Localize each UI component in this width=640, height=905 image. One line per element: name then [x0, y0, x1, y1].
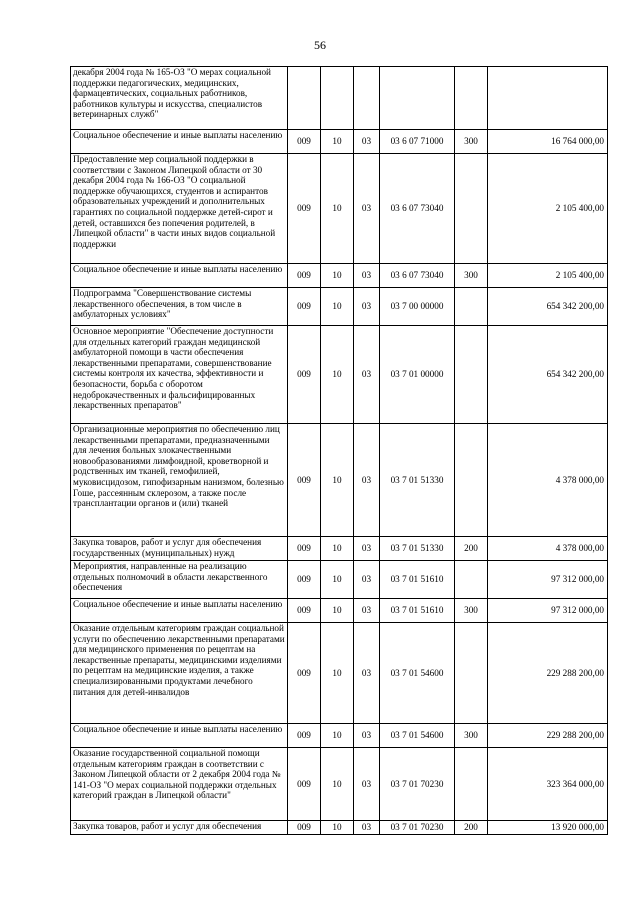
row-target-article: 03 7 01 70230 — [380, 821, 455, 835]
row-ministry-code: 009 — [288, 724, 321, 748]
row-target-article: 03 7 00 00000 — [380, 288, 455, 326]
table-row — [71, 623, 608, 724]
row-ministry-code: 009 — [288, 424, 321, 537]
row-ministry-code: 009 — [288, 623, 321, 724]
row-target-article: 03 7 01 51330 — [380, 424, 455, 537]
row-amount: 229 288 200,00 — [488, 724, 608, 748]
page-number: 56 — [314, 38, 326, 52]
row-target-article: 03 7 01 51330 — [380, 537, 455, 561]
row-section-code — [321, 67, 354, 130]
row-name: Подпрограмма "Совершенствование системы лекарственного обеспечения, в том числе в амбулаторных условиях" — [71, 288, 288, 326]
row-expense-type: 300 — [455, 599, 488, 623]
table-row — [71, 599, 608, 623]
row-name: Оказание отдельным категориям граждан социальной услуги по обеспечению лекарственными препаратами для медицинского применения по рецептам на лекарственные препараты, медицинскими изделиями по рецептам на медицинские изделия, а также специализированными продуктами лечебного питания для детей-инвалидов — [71, 623, 288, 724]
table-row — [71, 67, 608, 130]
row-ministry-code: 009 — [288, 537, 321, 561]
row-expense-type — [455, 748, 488, 821]
row-target-article: 03 6 07 73040 — [380, 264, 455, 288]
row-amount: 323 364 000,00 — [488, 748, 608, 821]
row-amount: 654 342 200,00 — [488, 288, 608, 326]
row-name: Основное мероприятие "Обеспечение доступности для отдельных категорий граждан медицинской амбулаторной помощи в части обеспечения лекарственными препаратами, совершенствование системы контроля их качества, эффективности и безопасности, борьба с оборотом недоброкачественных и фальсифицированных лекарственных препаратов" — [71, 326, 288, 424]
row-name: Оказание государственной социальной помощи отдельным категориям граждан в соответствии с Законом Липецкой области от 2 декабря 2004 года № 141-ОЗ "О мерах социальной поддержки отдельных категорий граждан в Липецкой области" — [71, 748, 288, 821]
row-expense-type — [455, 288, 488, 326]
row-expense-type: 200 — [455, 537, 488, 561]
row-subsection-code: 03 — [354, 748, 380, 821]
row-target-article: 03 7 01 54600 — [380, 623, 455, 724]
row-expense-type — [455, 424, 488, 537]
row-ministry-code: 009 — [288, 130, 321, 154]
row-amount — [488, 67, 608, 130]
budget-table — [70, 66, 608, 835]
row-name: Социальное обеспечение и иные выплаты населению — [71, 724, 288, 748]
row-amount: 229 288 200,00 — [488, 623, 608, 724]
row-section-code: 10 — [321, 599, 354, 623]
table-row — [71, 821, 608, 835]
row-name: Социальное обеспечение и иные выплаты населению — [71, 264, 288, 288]
row-amount: 16 764 000,00 — [488, 130, 608, 154]
table-row — [71, 748, 608, 821]
row-ministry-code — [288, 67, 321, 130]
row-expense-type: 300 — [455, 130, 488, 154]
row-expense-type — [455, 67, 488, 130]
row-name: Закупка товаров, работ и услуг для обеспечения государственных (муниципальных) нужд — [71, 537, 288, 561]
row-expense-type — [455, 561, 488, 599]
table-row — [71, 288, 608, 326]
row-amount: 654 342 200,00 — [488, 326, 608, 424]
row-name: Социальное обеспечение и иные выплаты населению — [71, 130, 288, 154]
table-row — [71, 130, 608, 154]
row-subsection-code: 03 — [354, 154, 380, 264]
row-target-article — [380, 67, 455, 130]
table-row — [71, 724, 608, 748]
row-amount: 13 920 000,00 — [488, 821, 608, 835]
row-section-code: 10 — [321, 288, 354, 326]
row-subsection-code: 03 — [354, 599, 380, 623]
row-name: Мероприятия, направленные на реализацию отдельных полномочий в области лекарственного обеспечения — [71, 561, 288, 599]
row-target-article: 03 7 01 51610 — [380, 599, 455, 623]
row-expense-type: 200 — [455, 821, 488, 835]
row-section-code: 10 — [321, 537, 354, 561]
row-name: Организационные мероприятия по обеспечению лиц лекарственными препаратами, предназначенными для лечения больных злокачественными новообразованиями лимфоидной, кроветворной и родственных им тканей, гемофилией, муковисцидозом, гипофизарным нанизмом, болезнью Гоше, рассеянным склерозом, а также после трансплантации органов и (или) тканей — [71, 424, 288, 537]
row-subsection-code: 03 — [354, 424, 380, 537]
row-subsection-code: 03 — [354, 326, 380, 424]
row-amount: 2 105 400,00 — [488, 154, 608, 264]
row-expense-type: 300 — [455, 724, 488, 748]
row-ministry-code: 009 — [288, 326, 321, 424]
table-row — [71, 154, 608, 264]
row-section-code: 10 — [321, 561, 354, 599]
row-section-code: 10 — [321, 724, 354, 748]
row-amount: 97 312 000,00 — [488, 561, 608, 599]
row-ministry-code: 009 — [288, 154, 321, 264]
table-row — [71, 264, 608, 288]
row-amount: 2 105 400,00 — [488, 264, 608, 288]
row-target-article: 03 7 01 51610 — [380, 561, 455, 599]
row-subsection-code: 03 — [354, 537, 380, 561]
table-row — [71, 424, 608, 537]
row-section-code: 10 — [321, 424, 354, 537]
row-target-article: 03 7 01 70230 — [380, 748, 455, 821]
table-row — [71, 561, 608, 599]
row-name: Предоставление мер социальной поддержки в соответствии с Законом Липецкой области от 30 декабря 2004 года № 166-ОЗ "О социальной поддержке обучающихся, студентов и аспирантов образовательных учреждений и дополнительных гарантиях по социальной поддержке детей-сирот и детей, оставшихся без попечения родителей, в Липецкой области" в части иных видов социальной поддержки — [71, 154, 288, 264]
row-subsection-code: 03 — [354, 264, 380, 288]
row-subsection-code: 03 — [354, 623, 380, 724]
row-ministry-code: 009 — [288, 599, 321, 623]
row-target-article: 03 7 01 54600 — [380, 724, 455, 748]
row-amount: 4 378 000,00 — [488, 424, 608, 537]
row-target-article: 03 7 01 00000 — [380, 326, 455, 424]
row-subsection-code: 03 — [354, 561, 380, 599]
row-name: Закупка товаров, работ и услуг для обеспечения — [71, 821, 288, 835]
row-name: декабря 2004 года № 165-ОЗ "О мерах социальной поддержки педагогических, медицинских, фармацевтических, социальных работников, работников культуры и искусства, специалистов ветеринарных служб" — [71, 67, 288, 130]
row-target-article: 03 6 07 73040 — [380, 154, 455, 264]
row-amount: 97 312 000,00 — [488, 599, 608, 623]
row-section-code: 10 — [321, 264, 354, 288]
row-subsection-code: 03 — [354, 288, 380, 326]
row-target-article: 03 6 07 71000 — [380, 130, 455, 154]
row-ministry-code: 009 — [288, 264, 321, 288]
row-subsection-code: 03 — [354, 821, 380, 835]
table-row — [71, 537, 608, 561]
row-amount: 4 378 000,00 — [488, 537, 608, 561]
row-section-code: 10 — [321, 154, 354, 264]
row-section-code: 10 — [321, 130, 354, 154]
row-subsection-code: 03 — [354, 724, 380, 748]
row-ministry-code: 009 — [288, 821, 321, 835]
row-name: Социальное обеспечение и иные выплаты населению — [71, 599, 288, 623]
table-row — [71, 326, 608, 424]
row-expense-type: 300 — [455, 264, 488, 288]
row-subsection-code: 03 — [354, 130, 380, 154]
row-section-code: 10 — [321, 326, 354, 424]
row-subsection-code — [354, 67, 380, 130]
row-section-code: 10 — [321, 748, 354, 821]
row-section-code: 10 — [321, 821, 354, 835]
row-expense-type — [455, 154, 488, 264]
row-ministry-code: 009 — [288, 561, 321, 599]
row-ministry-code: 009 — [288, 748, 321, 821]
row-section-code: 10 — [321, 623, 354, 724]
row-expense-type — [455, 326, 488, 424]
row-ministry-code: 009 — [288, 288, 321, 326]
row-expense-type — [455, 623, 488, 724]
